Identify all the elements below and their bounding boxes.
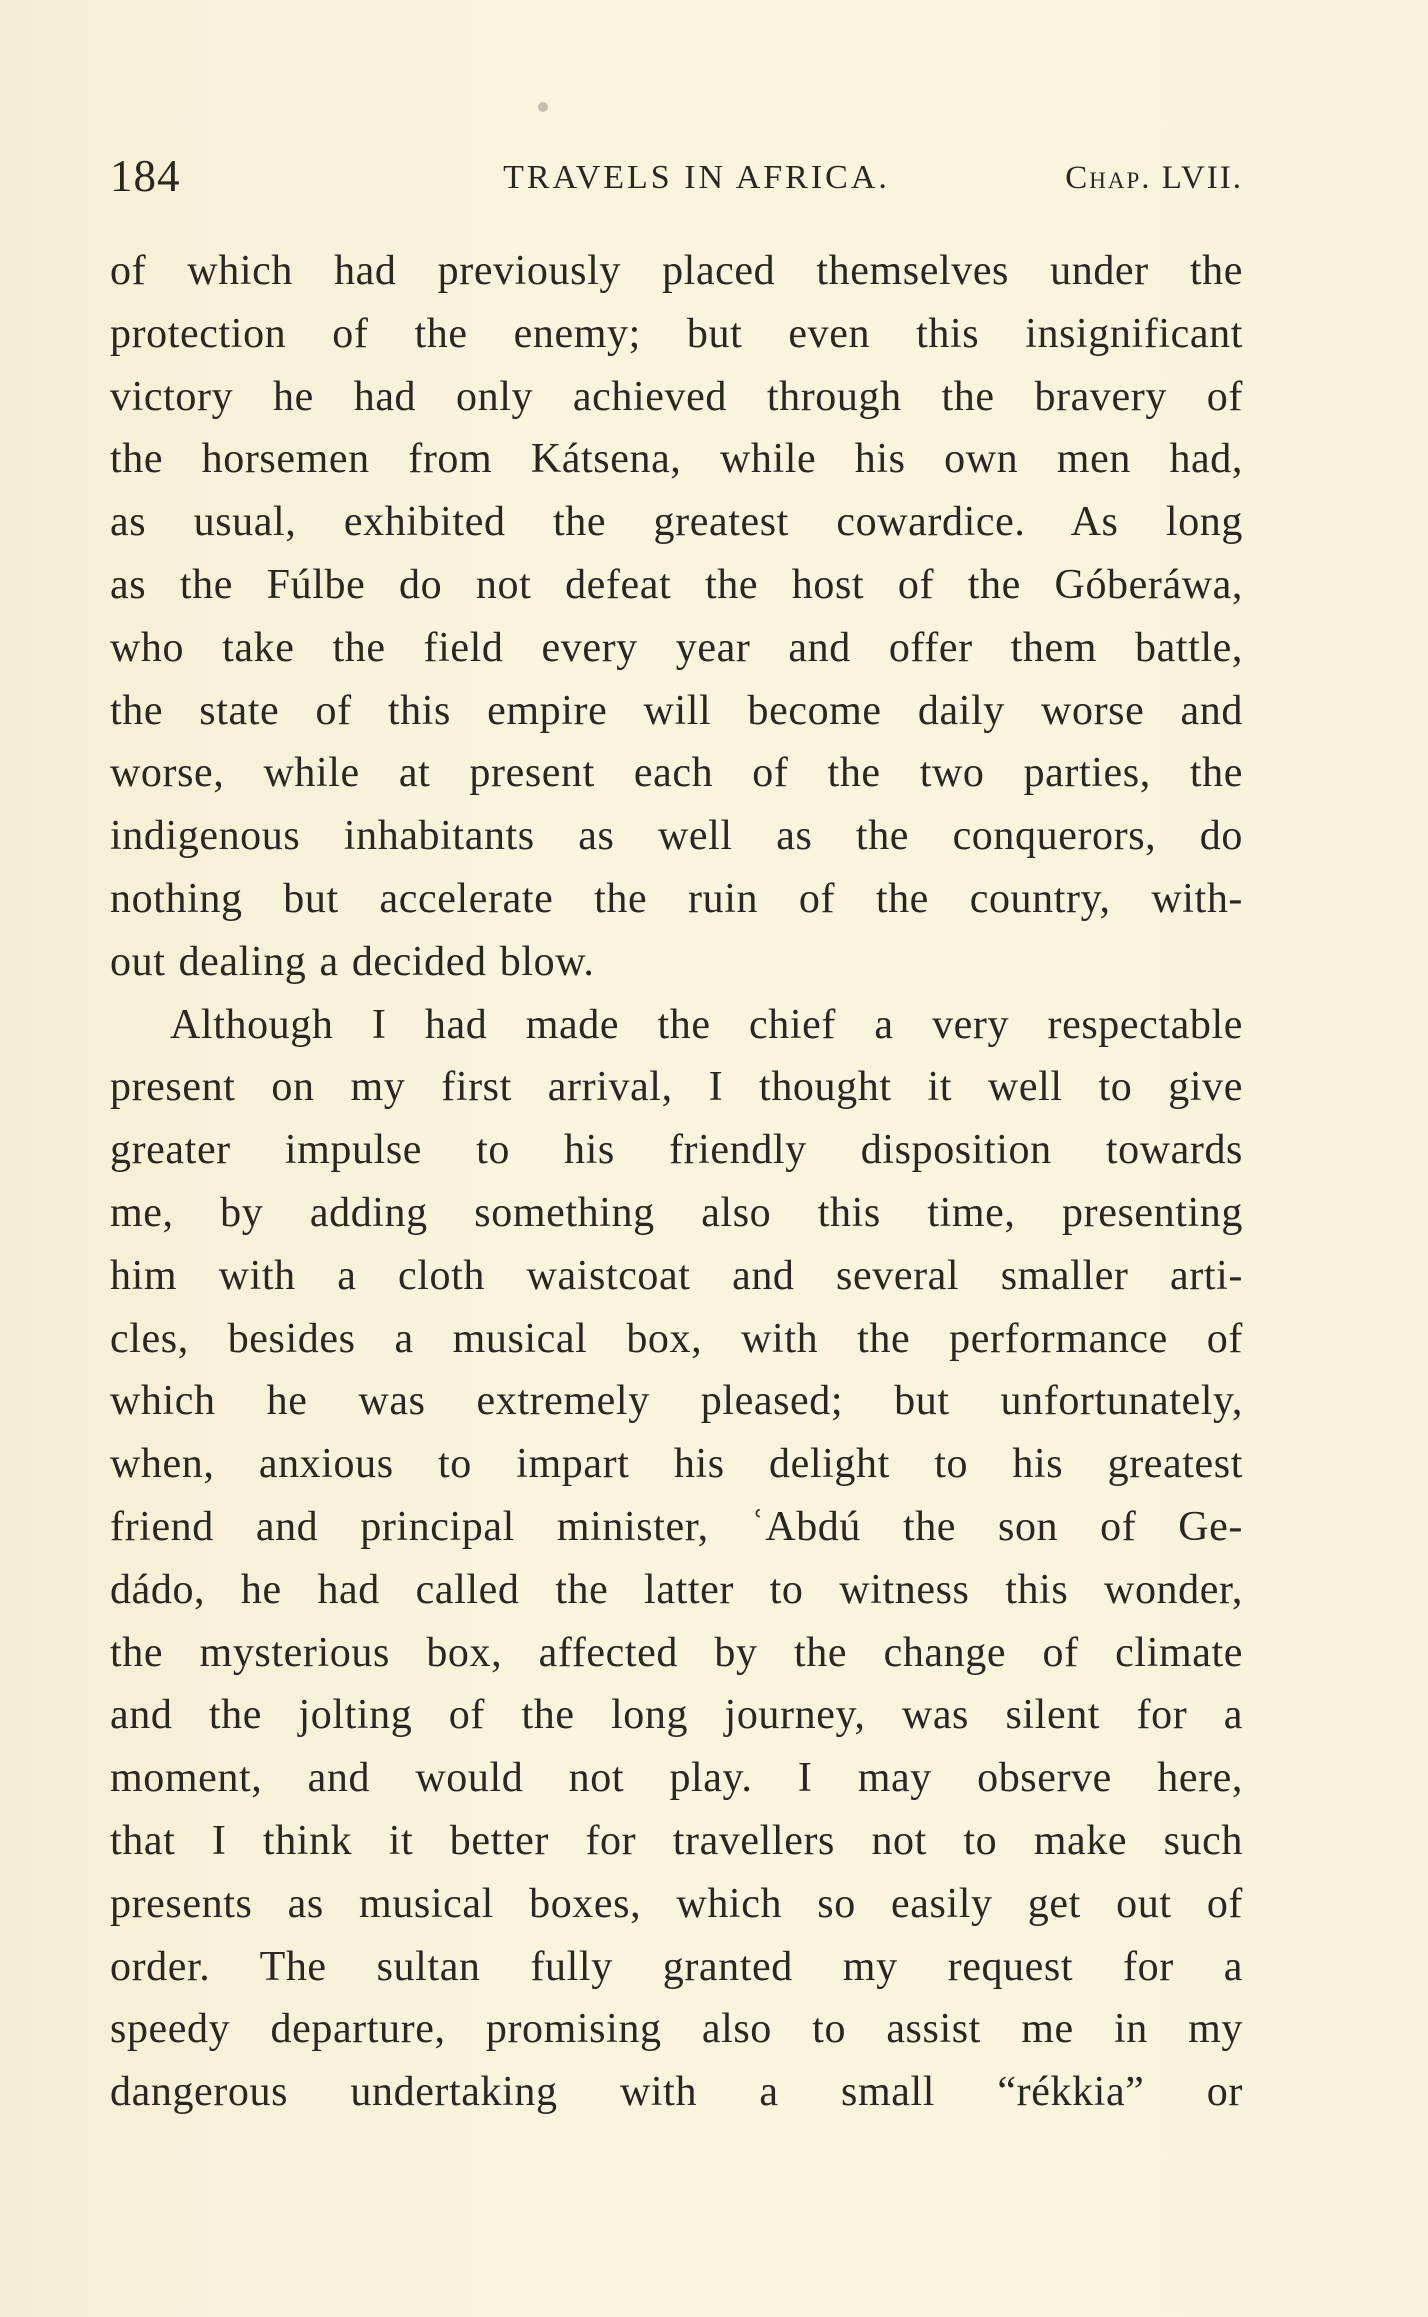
text-line: and the jolting of the long journey, was silent for a bbox=[110, 1692, 1243, 1739]
text-line: presents as musical boxes, which so easily get out of bbox=[110, 1880, 1243, 1927]
text-line: when, anxious to impart his delight to his greatest bbox=[110, 1441, 1243, 1488]
text-line: as usual, exhibited the greatest cowardice. As long bbox=[110, 499, 1243, 546]
text-line: the state of this empire will become daily worse and bbox=[110, 687, 1243, 734]
chapter-heading: Chap. LVII. bbox=[1065, 160, 1243, 196]
paragraph-start-line: Although I had made the chief a very respectable bbox=[170, 1001, 1243, 1048]
page-number: 184 bbox=[110, 151, 181, 201]
text-line: speedy departure, promising also to assist me in my bbox=[110, 2006, 1243, 2053]
text-line: me, by adding something also this time, presenting bbox=[110, 1189, 1243, 1236]
text-line: of which had previously placed themselves under the bbox=[110, 248, 1243, 294]
paragraph-end-line: out dealing a decided blow. bbox=[110, 938, 595, 985]
text-line: worse, while at present each of the two parties, the bbox=[110, 750, 1243, 797]
text-line: that I think it better for travellers not to make such bbox=[110, 1817, 1243, 1864]
text-line: the mysterious box, affected by the change of climate bbox=[110, 1629, 1243, 1676]
text-line: indigenous inhabitants as well as the conquerors, do bbox=[110, 813, 1243, 860]
text-line: which he was extremely pleased; but unfortunately, bbox=[110, 1378, 1243, 1425]
running-header bbox=[110, 148, 1243, 204]
text-line: victory he had only achieved through the bravery of bbox=[110, 373, 1243, 420]
text-line: moment, and would not play. I may observe here, bbox=[110, 1755, 1243, 1802]
text-line: nothing but accelerate the ruin of the country, with- bbox=[110, 875, 1243, 922]
body-text bbox=[110, 240, 1243, 2124]
text-line: dádo, he had called the latter to witness this wonder, bbox=[110, 1566, 1243, 1613]
ink-speck bbox=[538, 102, 548, 112]
text-line: as the Fúlbe do not defeat the host of the Góberáwa, bbox=[110, 561, 1243, 608]
text-line: him with a cloth waistcoat and several smaller arti- bbox=[110, 1252, 1243, 1299]
text-line: present on my first arrival, I thought it well to give bbox=[110, 1064, 1243, 1111]
text-line: dangerous undertaking with a small “rékkia” or bbox=[110, 2069, 1243, 2116]
text-line: who take the field every year and offer them battle, bbox=[110, 624, 1243, 671]
text-line: greater impulse to his friendly disposition towards bbox=[110, 1127, 1243, 1174]
text-line: protection of the enemy; but even this insignificant bbox=[110, 310, 1243, 357]
text-line: friend and principal minister, ʿAbdú the son of Ge- bbox=[110, 1503, 1243, 1550]
text-line: cles, besides a musical box, with the performance of bbox=[110, 1315, 1243, 1362]
running-title: TRAVELS IN AFRICA. bbox=[503, 159, 890, 196]
text-line: the horsemen from Kátsena, while his own men had, bbox=[110, 436, 1243, 483]
text-line: order. The sultan fully granted my request for a bbox=[110, 1943, 1243, 1990]
